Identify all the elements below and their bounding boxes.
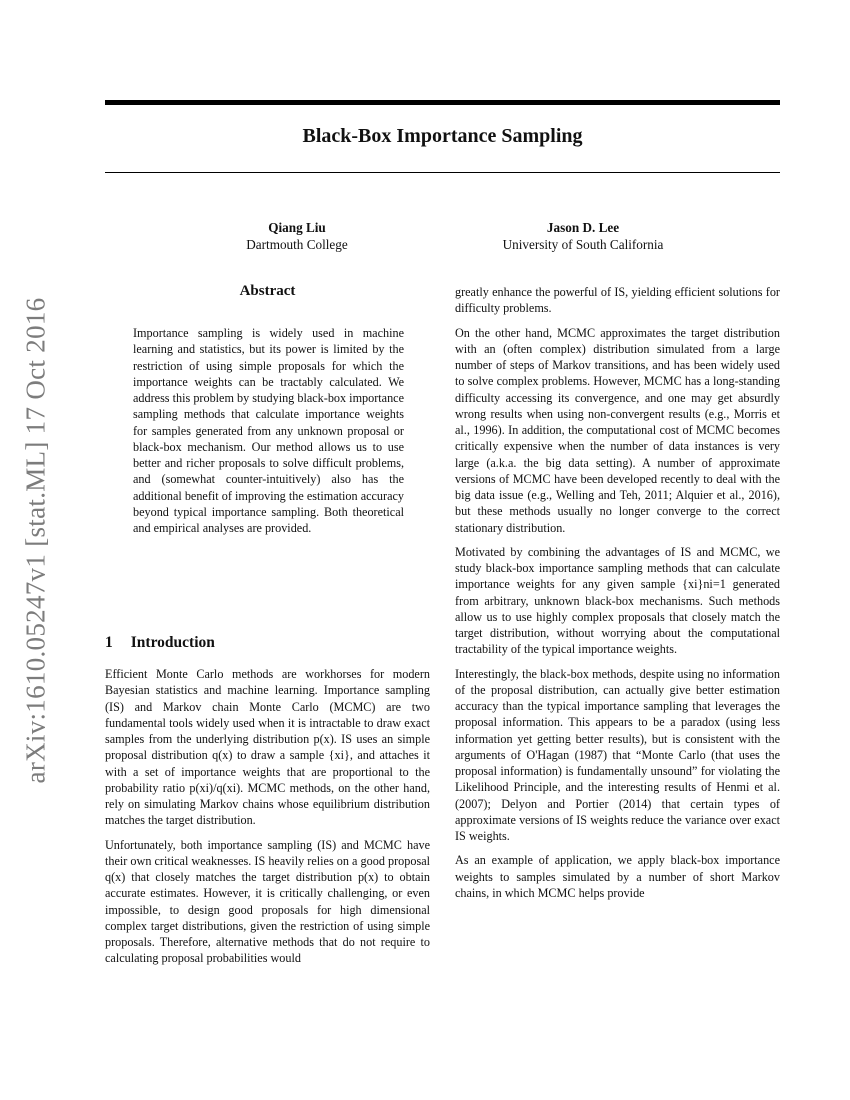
intro-paragraph-1: Efficient Monte Carlo methods are workhorses for modern Bayesian statistics and machine learning. Importance sampling (IS) and Markov chain Monte Carlo (MCMC) are two fundamental tools widely used when it is intractable to draw exact samples from the underlying distribution p(x). IS uses an simple proposal distribution q(x) to draw a sample {xi}, and attaches it with a set of importance weights that are proportional to the probability ratio p(xi)/q(xi). MCMC methods, on the other hand, rely on simulating Markov chains whose equilibrium distribution matches the target distribution. xyxy=(105,667,430,828)
arxiv-identifier: arXiv:1610.05247v1 [stat.ML] 17 Oct 2016 xyxy=(20,297,51,783)
author-block-1 xyxy=(172,219,422,253)
title-top-rule xyxy=(105,100,780,105)
title-bottom-rule xyxy=(105,172,780,173)
author-block-2 xyxy=(458,219,708,253)
author-name: Qiang Liu xyxy=(268,220,326,235)
right-column xyxy=(455,284,780,909)
intro-paragraph-6: As an example of application, we apply black-box importance weights to samples simulated by a number of short Markov chains, in which MCMC helps provide xyxy=(455,853,780,900)
abstract-text: Importance sampling is widely used in machine learning and statistics, but its power is limited by the restriction of using simple proposals for which the importance weights can be tractably calculated. We address this problem by studying black-box importance sampling methods that calculate importance weights for samples generated from any unknown proposal or black-box mechanism. Our method allows us to use better and richer proposals to solve difficult problems, and (somewhat counter-intuitively) also has the additional benefit of improving the estimation accuracy beyond typical importance sampling. Both theoretical and empirical analyses are provided. xyxy=(133,326,404,535)
left-column xyxy=(105,666,430,975)
author-affiliation: Dartmouth College xyxy=(246,237,348,252)
author-name: Jason D. Lee xyxy=(546,220,620,235)
section-number: 1 xyxy=(105,634,113,651)
intro-paragraph-5: Interestingly, the black-box methods, despite using no information of the proposal distribution, can actually give better estimation accuracy than the typical importance sampling that leverages the proposal information. This appears to be a paradox (using less information yet getting better results), but is consistent with the arguments of O'Hagan (1987) that “Monte Carlo (that uses the proposal information) is fundamentally unsound” for violating the Likelihood Principle, and the interesting results of Henmi et al. (2007); Delyon and Portier (2014) that certain types of approximate versions of IS weights reduce the variance over exact IS weights. xyxy=(455,666,780,843)
author-affiliation: University of South California xyxy=(502,237,664,252)
intro-paragraph-3: On the other hand, MCMC approximates the target distribution with an (often complex) distribution simulated from a large number of steps of Markov transitions, and has been widely used to solve complex problems. However, MCMC has a long-standing difficulty accessing its convergence, and one may get absurdly wrong results when using non-convergent results (e.g., Morris et al., 1996). In addition, the computational cost of MCMC becomes critically expensive when the number of data instances is very large (a.k.a. the big data setting). A number of approximate versions of MCMC have been developed recently to deal with the big data issue (e.g., Welling and Teh, 2011; Alquier et al., 2016), but these methods usually no longer converge to the correct stationary distribution. xyxy=(455,325,780,535)
intro-paragraph-2-continued: greatly enhance the powerful of IS, yielding efficient solutions for difficulty problems. xyxy=(455,285,780,316)
abstract-heading: Abstract xyxy=(239,283,296,299)
section-heading-introduction xyxy=(105,634,215,652)
intro-paragraph-4: Motivated by combining the advantages of IS and MCMC, we study black-box importance sampling methods that can calculate importance weights for any given sample {xi}ni=1 generated from arbitrary, unknown black-box mechanisms. Such methods allow us to use highly complex proposals that closely match the target distribution, without worrying about the computational tractability of the typical importance weights. xyxy=(455,544,780,657)
arxiv-sidebar xyxy=(20,290,52,790)
section-title: Introduction xyxy=(130,634,215,651)
intro-paragraph-2: Unfortunately, both importance sampling (IS) and MCMC have their own critical weaknesses. IS heavily relies on a good proposal q(x) that closely matches the target distribution p(x) to obtain accurate estimates. However, it is critically challenging, or even impossible, to design good proposals for high dimensional complex target distributions, given the restriction of using simple proposals. Therefore, alternative methods that do not require to calculating proposal probabilities would xyxy=(105,837,430,966)
paper-title: Black-Box Importance Sampling xyxy=(302,125,583,147)
